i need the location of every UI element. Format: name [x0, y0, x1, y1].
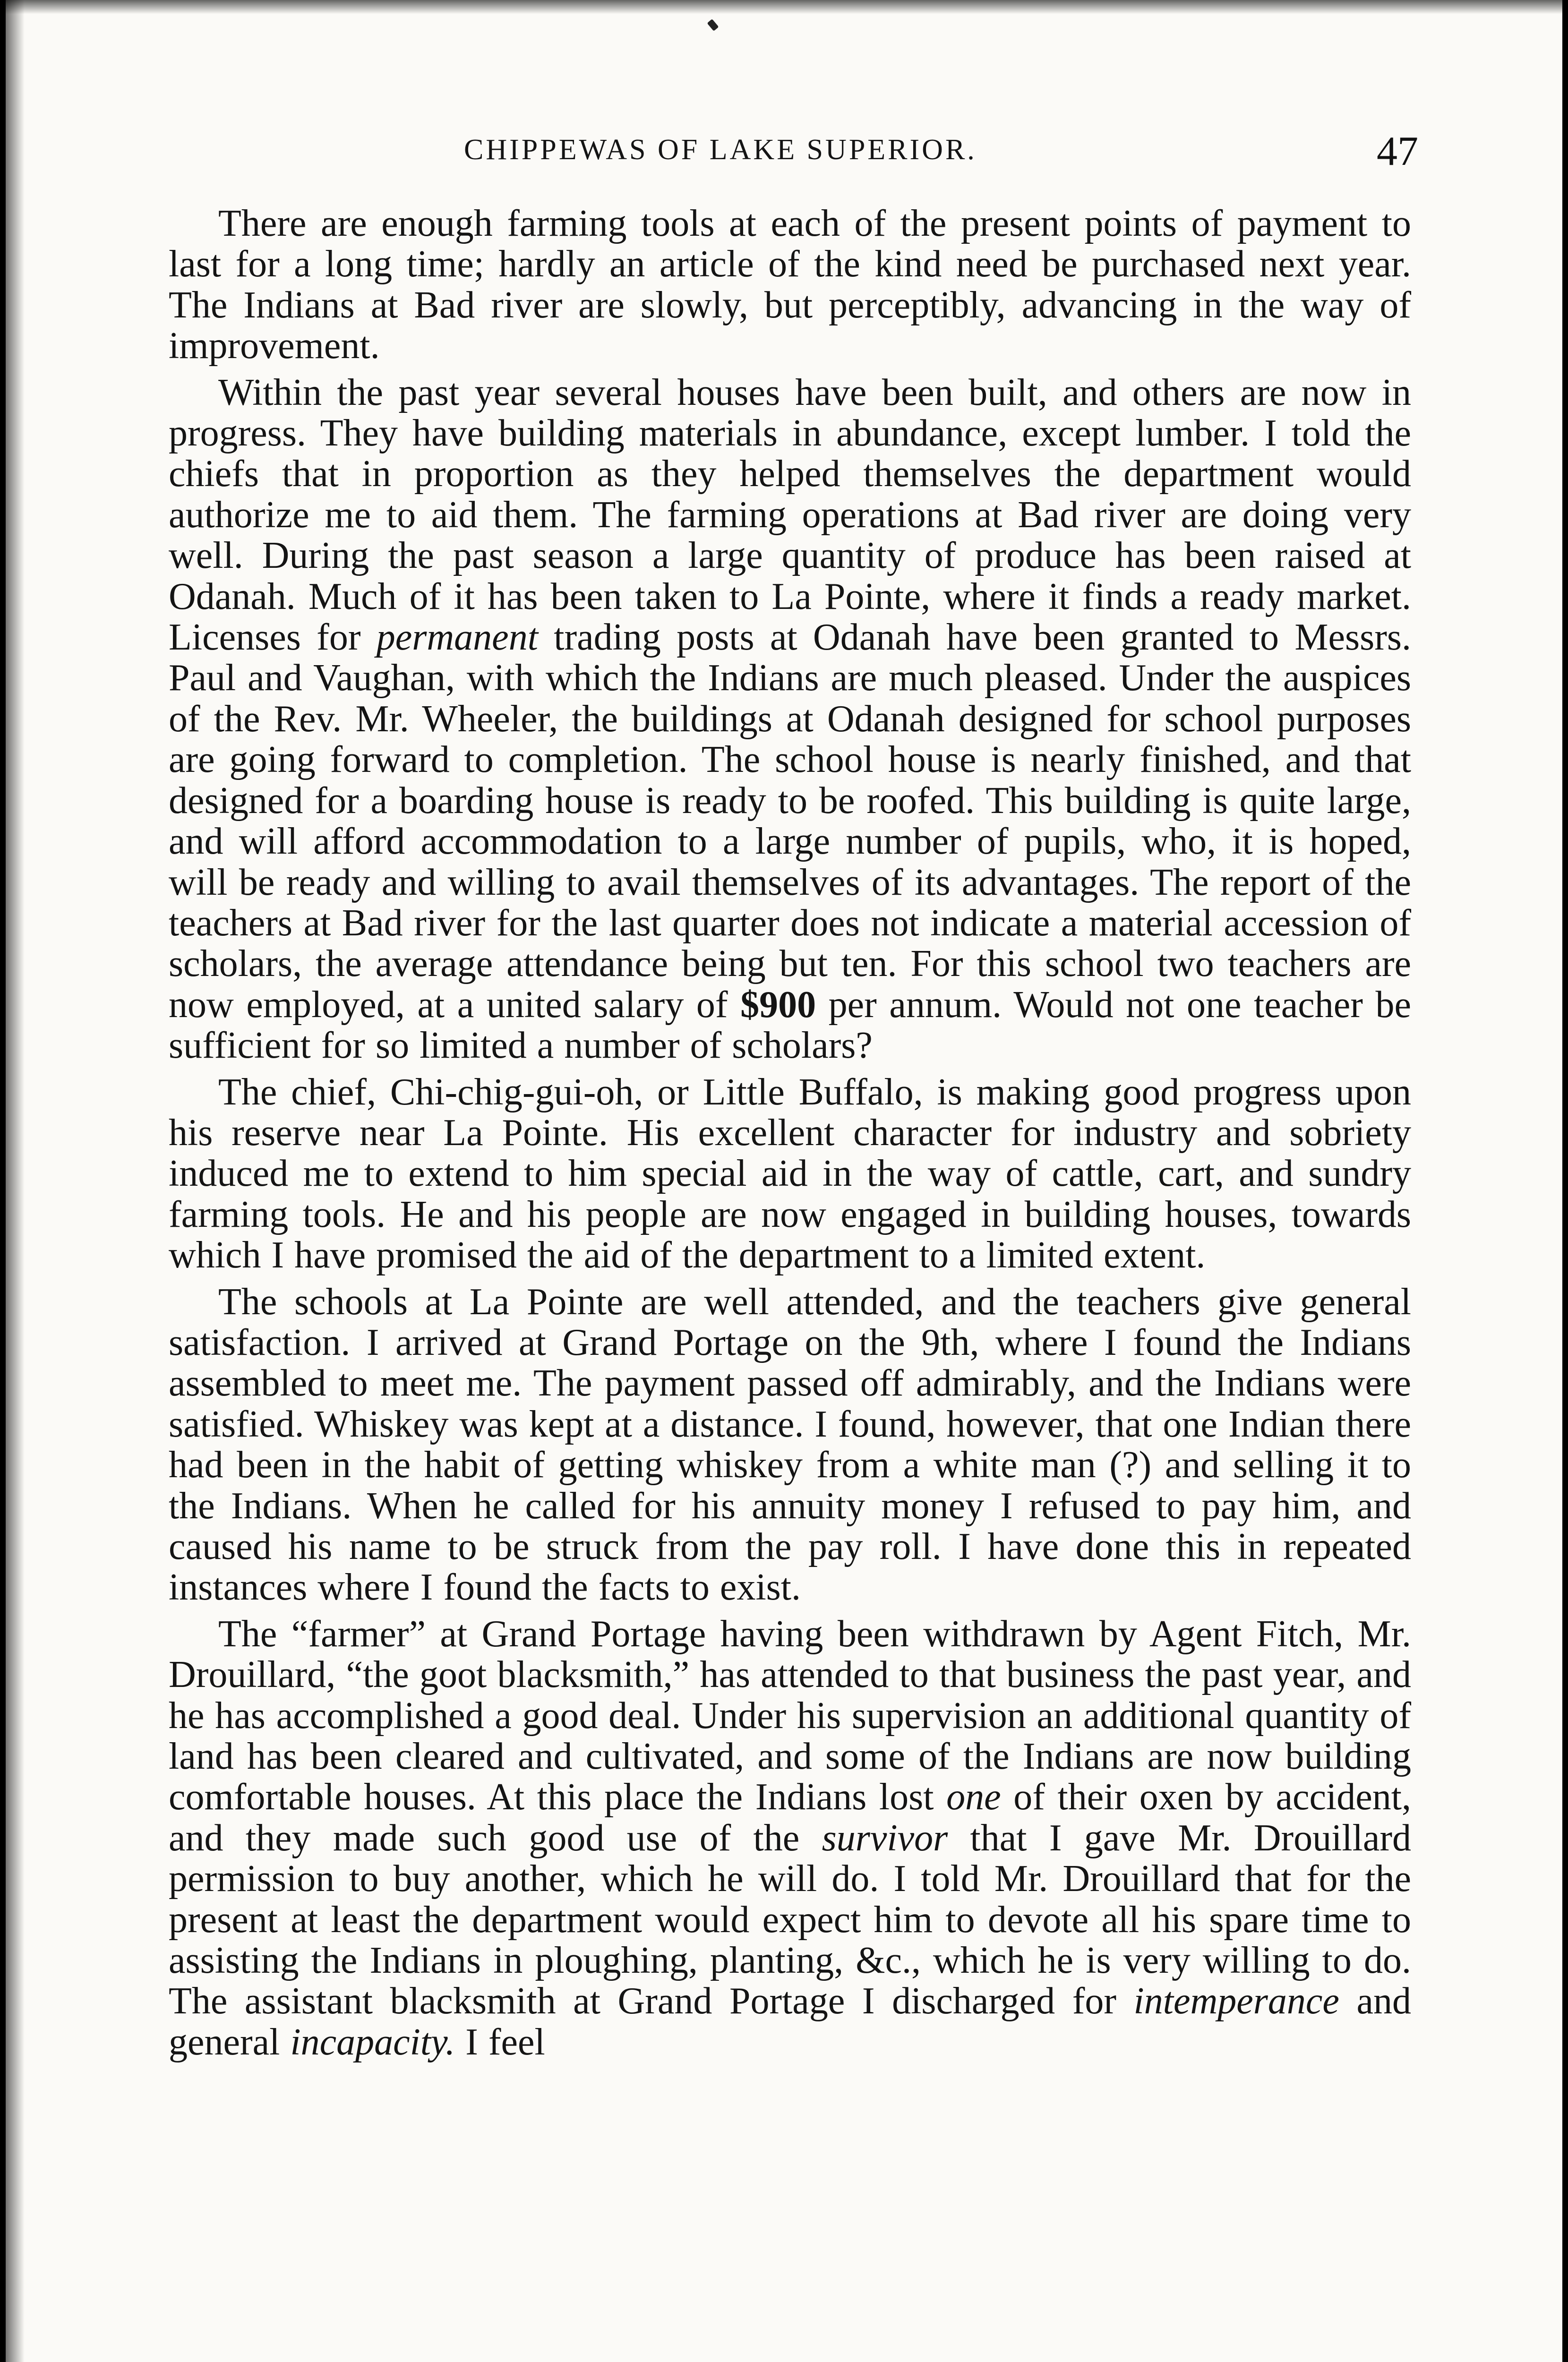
scan-edge-left [6, 0, 25, 2362]
paragraph-4 [169, 1282, 1411, 1608]
emphasis: permanent [376, 616, 538, 659]
ink-mark [707, 19, 719, 31]
emphasis: intemperance [1133, 1980, 1339, 2022]
paragraph-1 [169, 203, 1411, 367]
bold-amount: $900 [740, 984, 816, 1026]
paragraph-5 [169, 1614, 1411, 2062]
paragraph-text: trading posts at Odanah have been granted to Messrs. Paul and Vaughan, with which the Indians are much pleased. Under the auspices of the Rev. Mr. Wheeler, the buildings at Odanah designed for school purposes are going forward to completion. The school house is nearly finished, and that designed for a boarding house is ready to be roofed. This building is quite large, and will afford accommodation to a large number of pupils, who, it is hoped, will be ready and willing to avail themselves of its advantages. The report of the teachers at Bad river for the last quarter does not indicate a material accession of scholars, the average attendance being but ten. For this school two teachers are now employed, at a united salary of [169, 616, 1412, 1026]
paragraph-3 [169, 1072, 1411, 1276]
scan-edge-top [6, 0, 1562, 14]
paragraph-text: I feel [455, 2021, 545, 2063]
running-head: CHIPPEWAS OF LAKE SUPERIOR. [464, 134, 977, 166]
page-number: 47 [1377, 128, 1418, 174]
paragraph-text: The “farmer” at Grand Portage having been withdrawn by Agent Fitch, Mr. Drouillard, “the goot blacksmith,” has attended to that business the past year, and he has accomplished a good deal. Under his supervision an additional quantity of land has been cleared and cultivated, and some of the Indians are now building comfortable houses. At this place the Indians lost [169, 1613, 1411, 1818]
paragraph-text: of their oxen by accident, and they made such good use of the [169, 1776, 1411, 1859]
paragraph-text: There are enough farming tools at each of the present points of payment to last for a long time; hardly an article of the kind need be purchased next year. The Indians at Bad river are slowly, but perceptibly, advancing in the way of improvement. [169, 203, 1411, 367]
page-header [464, 128, 1418, 175]
body-text [169, 203, 1411, 2062]
page [6, 0, 1562, 2362]
paragraph-text: and general [169, 1980, 1411, 2063]
paragraph-2 [169, 372, 1411, 1066]
emphasis: incapacity. [290, 2021, 455, 2063]
paragraph-text: per annum. Would not one teacher be sufficient for so limited a number of scholars? [169, 984, 1411, 1067]
paragraph-text: The chief, Chi-chig-gui-oh, or Little Buffalo, is making good progress upon his reserve near La Pointe. His excellent character for industry and sobriety induced me to extend to him special aid in the way of cattle, cart, and sundry farming tools. He and his people are now engaged in building houses, towards which I have promised the aid of the department to a limited extent. [169, 1071, 1411, 1276]
paragraph-text: that I gave Mr. Drouillard permission to buy another, which he will do. I told Mr. Drouillard that for the present at least the department would expect him to devote all his spare time to assisting the Indians in ploughing, planting, &c., which he is very willing to do. The assistant blacksmith at Grand Portage I discharged for [169, 1817, 1412, 2022]
emphasis: one [946, 1776, 1001, 1818]
emphasis: survivor [822, 1817, 948, 1859]
paragraph-text: The schools at La Pointe are well attended, and the teachers give general satisfaction. I arrived at Grand Portage on the 9th, where I found the Indians assembled to meet me. The payment passed off admirably, and the Indians were satisfied. Whiskey was kept at a distance. I found, however, that one Indian there had been in the habit of getting whiskey from a white man (?) and selling it to the Indians. When he called for his annuity money I refused to pay him, and caused his name to be struck from the pay roll. I have done this in repeated instances where I found the facts to exist. [169, 1281, 1411, 1609]
paragraph-text: Within the past year several houses have been built, and others are now in progress. They have building materials in abundance, except lumber. I told the chiefs that in proportion as they helped themselves the department would authorize me to aid them. The farming operations at Bad river are doing very well. During the past season a large quantity of produce has been raised at Odanah. Much of it has been taken to La Pointe, where it finds a ready market. Licenses for [169, 371, 1411, 659]
